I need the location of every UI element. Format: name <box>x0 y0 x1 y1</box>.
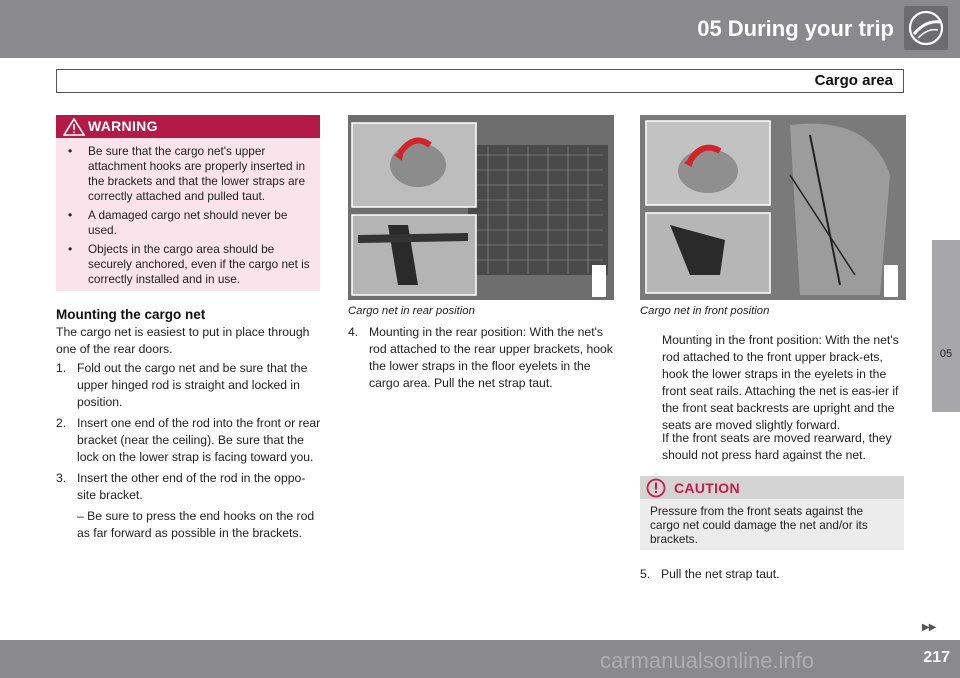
step-number: 4. <box>348 325 359 339</box>
warning-item: • Objects in the cargo area should be securely anchored, even if the cargo net is correctly installed and in use. <box>64 242 312 287</box>
rear-position-photo <box>348 115 614 300</box>
step-text: Fold out the cargo net and be sure that the upper hinged rod is straight and locked in position. <box>77 361 308 409</box>
warning-item: • Be sure that the cargo net's upper attachment hooks are properly inserted in the brackets and that the lower straps are correctly attached and pulled taut. <box>64 144 312 204</box>
step-number: 1. <box>56 361 67 375</box>
next-page-arrows[interactable]: ▶▶ <box>922 622 936 633</box>
list-item <box>640 566 904 583</box>
front-figure-caption: Cargo net in front position <box>640 305 770 317</box>
caution-exclamation-icon <box>646 478 666 498</box>
step-number: 5. <box>640 567 651 581</box>
list-item <box>348 324 616 392</box>
caution-text: Pressure from the front seats against the cargo net could damage the net and/or its brackets. <box>650 504 868 546</box>
warning-header <box>56 115 320 138</box>
final-step <box>640 566 904 583</box>
step-number: 3. <box>56 471 67 485</box>
step-text: Mounting in the rear position: With the net's rod attached to the rear upper brackets, hook the lower straps in the floor eyelets in the cargo area. Pull the net strap taut. <box>369 325 613 390</box>
caution-box <box>640 476 904 550</box>
step-text: Insert the other end of the rod in the oppo-site bracket. <box>77 471 306 502</box>
step-note: – Be sure to press the end hooks on the rod as far forward as possible in the brackets. <box>77 509 315 540</box>
list-item <box>56 415 324 466</box>
front-position-photo <box>640 115 906 300</box>
list-item <box>56 360 324 411</box>
list-item <box>56 470 324 542</box>
section-title: Cargo area <box>814 72 893 89</box>
caution-header <box>640 476 904 499</box>
section-bar <box>56 69 904 93</box>
warning-list <box>56 138 320 287</box>
step-number: 2. <box>56 416 67 430</box>
watermark: carmanualsonline.info <box>600 648 815 673</box>
chapter-header <box>0 0 960 58</box>
mounting-intro: The cargo net is easiest to put in place through one of the rear doors. <box>56 325 310 356</box>
warning-title: WARNING <box>88 118 158 134</box>
rear-position-steps <box>348 324 616 392</box>
mounting-steps <box>56 360 324 546</box>
warning-item: • A damaged cargo net should never be used. <box>64 208 312 238</box>
caution-title: CAUTION <box>674 480 740 496</box>
front-position-text: Mounting in the front position: With the net's rod attached to the front upper brack-ets, hook the lower straps in the eyelets in the front seat rails. Attaching the net is eas-ier if the front seat backrests are upright and the seats are moved slightly forward. <box>662 333 899 432</box>
step-text: Insert one end of the rod into the front or rear bracket (near the ceiling). Be sure that the lock on the lower strap is facing toward you. <box>77 416 321 464</box>
side-tab-label: 05 <box>939 348 953 360</box>
warning-triangle-icon <box>63 118 85 136</box>
chapter-side-tab[interactable] <box>932 240 960 412</box>
page-footer <box>0 640 960 678</box>
warning-box <box>56 115 320 291</box>
page-number: 217 <box>923 649 950 666</box>
step-text: Pull the net strap taut. <box>661 567 780 581</box>
chapter-title: 05 During your trip <box>697 16 894 41</box>
road-steering-icon <box>904 6 948 50</box>
mounting-heading: Mounting the cargo net <box>56 307 206 322</box>
front-position-note: If the front seats are moved rearward, they should not press hard against the net. <box>662 431 892 462</box>
rear-figure-caption: Cargo net in rear position <box>348 305 475 317</box>
